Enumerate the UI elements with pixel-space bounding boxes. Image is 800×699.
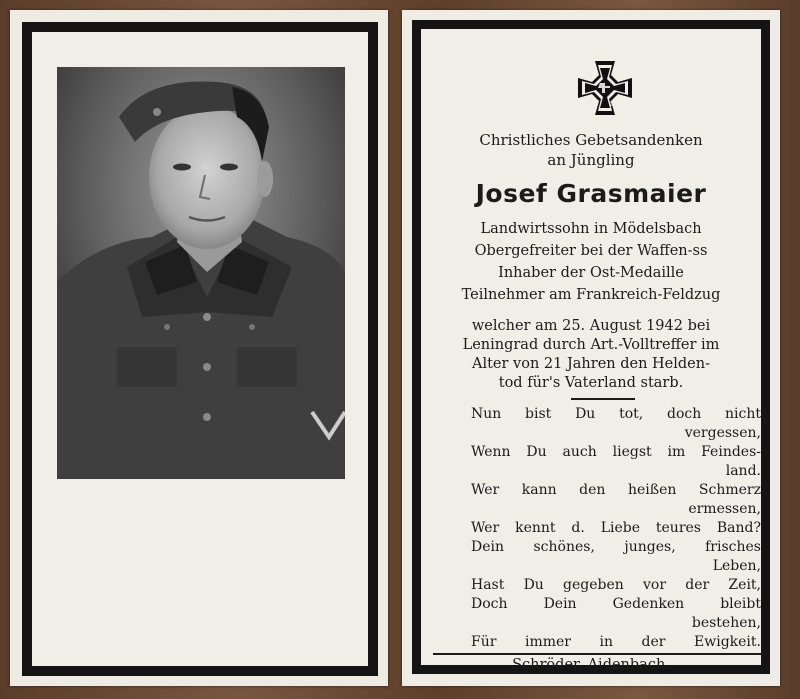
deceased-name: Josef Grasmaier <box>475 179 707 208</box>
portrait-illustration <box>57 67 345 479</box>
death-line: Alter von 21 Jahren den Helden- <box>471 356 711 372</box>
info-line: Teilnehmer am Frankreich-Feldzug <box>461 287 721 303</box>
poem-line: Leben, <box>712 558 761 574</box>
printer-credit: Schröder, Aidenbach. <box>512 657 670 673</box>
death-line: Leningrad durch Art.-Volltreffer im <box>462 337 720 353</box>
poem-line: ermessen, <box>688 501 761 517</box>
card-left-panel <box>10 10 388 686</box>
card-right-panel <box>402 10 780 686</box>
poem-line: Hast Du gegeben vor der Zeit, <box>471 577 761 593</box>
poem-line: Für immer in der Ewigkeit. <box>471 634 761 650</box>
poem-line: bestehen, <box>691 615 761 631</box>
cross-year: 1939 <box>609 101 625 108</box>
poem-line: Wer kennt d. Liebe teures Band? <box>471 520 761 536</box>
poem-line: Nun bist Du tot, doch nicht <box>471 406 761 422</box>
poem-block <box>471 405 761 652</box>
poem-line: Wer kann den heißen Schmerz <box>471 482 761 498</box>
intro-line-2: an Jüngling <box>547 151 635 169</box>
info-line: Obergefreiter bei der Waffen-ss <box>474 243 708 259</box>
info-line: Inhaber der Ost-Medaille <box>498 265 684 281</box>
poem-line: Dein schönes, junges, frisches <box>471 539 761 555</box>
poem-line: Doch Dein Gedenken bleibt <box>471 596 761 612</box>
mourning-frame-left <box>22 22 378 676</box>
soldier-portrait-photo <box>57 67 345 479</box>
poem-line: land. <box>725 463 761 479</box>
mourning-frame-right <box>412 20 770 674</box>
death-line: welcher am 25. August 1942 bei <box>471 318 711 334</box>
divider-long <box>433 653 764 655</box>
memorial-text <box>421 29 761 673</box>
divider-short <box>571 398 635 400</box>
iron-cross-icon <box>576 59 634 117</box>
info-line: Landwirtssohn in Mödelsbach <box>480 221 702 237</box>
poem-line: Wenn Du auch liegst im Feindes- <box>471 444 761 460</box>
intro-line-1: Christliches Gebetsandenken <box>479 131 703 149</box>
poem-line: vergessen, <box>684 425 761 441</box>
death-line: tod für's Vaterland starb. <box>498 375 684 391</box>
